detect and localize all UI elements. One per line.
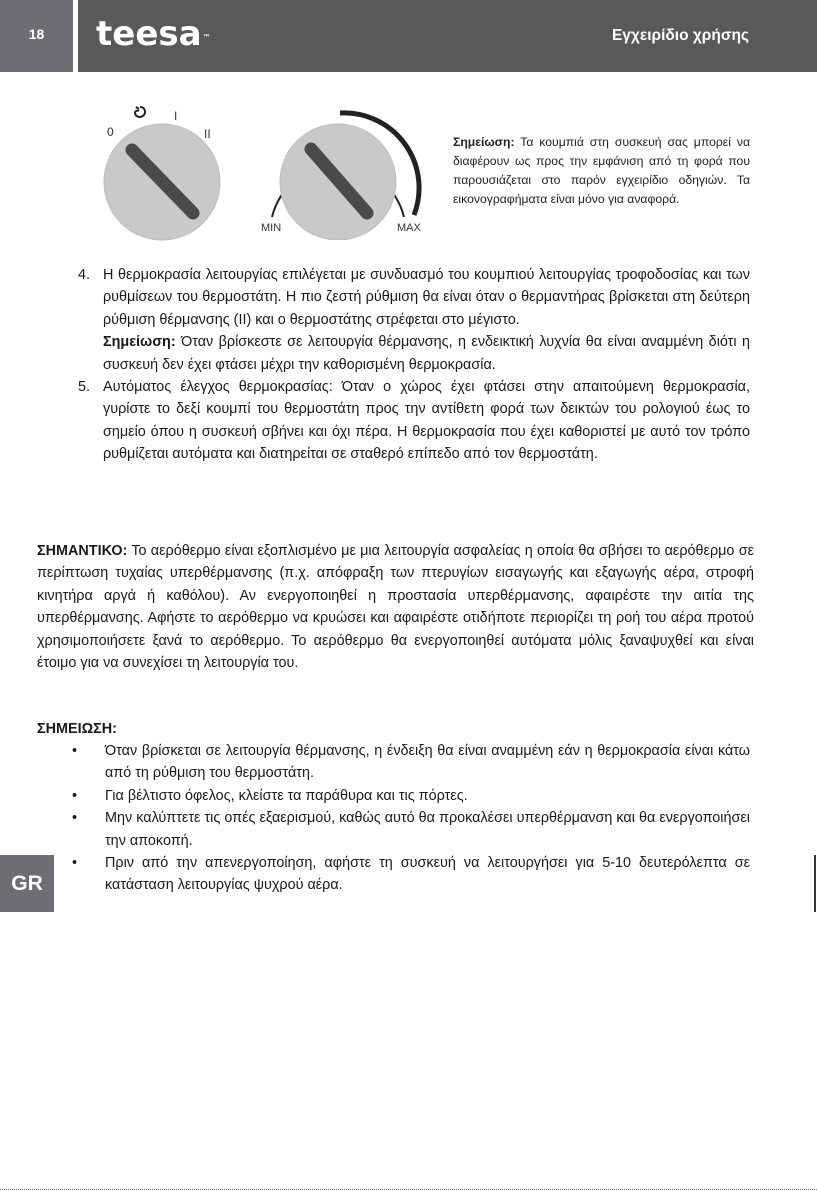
knob-label-off: 0 bbox=[107, 125, 114, 139]
bullet-icon: • bbox=[72, 855, 78, 872]
list-item bbox=[70, 785, 750, 807]
list-item-text: Η θερμοκρασία λειτουργίας επιλέγεται με συνδυασμό του κουμπιού λειτουργίας τροφοδοσίας και των ρυθμίσεων του θερμοστάτη. Η πιο ζεστή ρύθμιση θα είναι όταν ο θερμαντήρας βρίσκεται στη δεύτερη ρύθμιση θέρμανσης (II) και ο θερμοστάτης στρέφεται στο μέγιστο. bbox=[103, 267, 750, 328]
notice-bullet-list bbox=[70, 740, 750, 897]
thermostat-knob-figure bbox=[258, 105, 428, 240]
list-item bbox=[70, 852, 750, 897]
bullet-text: Μην καλύπτετε τις οπές εξαερισμού, καθώς αυτό θα προκαλέσει υπερθέρμανση και θα ενεργοποιήσει την αποκοπή. bbox=[105, 810, 750, 849]
thermostat-knob-icon bbox=[258, 105, 428, 240]
page-number: 18 bbox=[28, 26, 45, 42]
knob-label-1: I bbox=[174, 109, 178, 123]
figure-note-label: Σημείωση: bbox=[453, 135, 515, 149]
list-item-note bbox=[103, 331, 750, 376]
list-item bbox=[70, 807, 750, 852]
knob-label-min: MIN bbox=[261, 222, 282, 234]
important-label: ΣΗΜΑΝΤΙΚΟ: bbox=[37, 543, 128, 559]
list-item-number: 4. bbox=[78, 267, 91, 283]
important-paragraph bbox=[37, 540, 754, 674]
list-item-text: Αυτόματος έλεγχος θερμοκρασίας: Όταν ο χώρος έχει φτάσει στην απαιτούμενη θερμοκρασία, γυρίστε το δεξί κουμπί του θερμοστάτη προς την αντίθετη φορά των δεικτών του ρολογιού έως το σημείο όπου η συσκευή σβήνει και όχι πέρα. Η θερμοκρασία που έχει καθοριστεί με αυτό τον τρόπο ρυθμίζεται αυτόματα και διατηρείται σε σταθερό επίπεδο από τον θερμοστάτη. bbox=[103, 379, 750, 463]
important-text: Το αερόθερμο είναι εξοπλισμένο με μια λειτουργία ασφαλείας η οποία θα σβήσει το αερόθερμο σε περίπτωση τυχαίας υπερθέρμανσης (π.χ. απόφραξη των πτερυγίων εισαγωγής και εξαγωγής αέρα, στροφή κινητήρα αργά ή καθόλου). Αν ενεργοποιηθεί η προστασία υπερθέρμανσης, αφαιρέστε την αιτία της υπερθέρμανσης. Αφήστε το αερόθερμο να κρυώσει και αφαιρέστε οτιδήποτε περιορίζει τη ροή του αέρα προτού χρησιμοποιήσετε ξανά το αερόθερμο. Το αερόθερμο θα ενεργοποιηθεί αυτόματα μόλις ξαναψυχθεί και είναι έτοιμο για να συνεχίσει τη λειτουργία του. bbox=[37, 543, 754, 672]
knob-label-2: II bbox=[204, 127, 211, 141]
brand-logo bbox=[96, 14, 211, 54]
header-bar bbox=[78, 0, 817, 72]
page-number-box bbox=[0, 0, 73, 72]
bullet-text: Πριν από την απενεργοποίηση, αφήστε τη συσκευή να λειτουργήσει για 5-10 δευτερόλεπτα σε κατάσταση λειτουργίας ψυχρού αέρα. bbox=[105, 855, 750, 894]
page-bottom-border bbox=[0, 1189, 817, 1190]
figure-note bbox=[453, 133, 750, 209]
bullet-icon: • bbox=[72, 743, 78, 759]
instruction-list bbox=[78, 264, 750, 466]
knob-label-max: MAX bbox=[397, 222, 421, 234]
fan-icon bbox=[133, 105, 147, 119]
language-tab: GR bbox=[0, 855, 54, 912]
bullet-text: Όταν βρίσκεται σε λειτουργία θέρμανσης, η ένδειξη θα είναι αναμμένη εάν η θερμοκρασία είναι κάτω από τη ρύθμιση του θερμοστάτη. bbox=[105, 743, 750, 782]
edge-marker bbox=[814, 855, 816, 912]
bullet-icon: • bbox=[72, 810, 78, 827]
mode-knob-figure bbox=[95, 105, 235, 245]
bullet-icon: • bbox=[72, 787, 78, 804]
figure-note-text: Τα κουμπιά στη συσκευή σας μπορεί να διαφέρουν ως προς την εμφάνιση από τη φορά που παρουσιάζεται στο παρόν εγχειρίδιο οδηγιών. Τα εικονογραφήματα είναι μόνο για αναφορά. bbox=[453, 135, 750, 206]
notice-heading: ΣΗΜΕΙΩΣΗ: bbox=[37, 721, 117, 737]
bullet-text: Για βέλτιστο όφελος, κλείστε τα παράθυρα και τις πόρτες. bbox=[105, 787, 468, 804]
knob-label-fan bbox=[133, 105, 147, 122]
list-item-note-label: Σημείωση: bbox=[103, 334, 176, 351]
list-item bbox=[78, 264, 750, 376]
list-item bbox=[70, 740, 750, 785]
list-item-note-text: Όταν βρίσκεστε σε λειτουργία θέρμανσης, η ενδεικτική λυχνία θα είναι αναμμένη διότι η συσκευή δεν έχει φτάσει μέχρι την καθορισμένη θερμοκρασία. bbox=[103, 334, 750, 373]
manual-title: Εγχειρίδιο χρήσης bbox=[611, 27, 749, 44]
brand-name: teesa bbox=[96, 14, 202, 54]
list-item-number: 5. bbox=[78, 379, 91, 396]
list-item bbox=[78, 376, 750, 466]
trademark-mark: ™ bbox=[202, 33, 211, 42]
mode-knob-icon bbox=[95, 105, 235, 245]
